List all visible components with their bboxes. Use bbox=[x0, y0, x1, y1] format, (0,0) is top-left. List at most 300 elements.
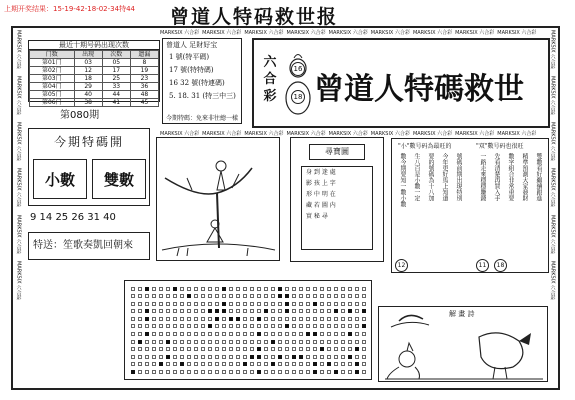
grid-cell bbox=[264, 324, 268, 328]
grid-cell bbox=[285, 340, 289, 344]
grid-cell bbox=[313, 370, 317, 374]
grid-cell bbox=[257, 340, 261, 344]
gourd-icon bbox=[284, 48, 312, 122]
grid-cell bbox=[285, 302, 289, 306]
grid-cell bbox=[271, 362, 275, 366]
grid-cell bbox=[362, 317, 366, 321]
grid-cell bbox=[194, 370, 198, 374]
grid-cell bbox=[313, 287, 317, 291]
grid-cell bbox=[271, 317, 275, 321]
grid-cell bbox=[173, 340, 177, 344]
grid-cell bbox=[264, 317, 268, 321]
grid-cell bbox=[229, 317, 233, 321]
number-grid bbox=[124, 280, 372, 380]
grid-cell bbox=[138, 355, 142, 359]
grid-cell bbox=[362, 302, 366, 306]
grid-cell bbox=[152, 287, 156, 291]
grid-cell bbox=[306, 332, 310, 336]
grid-cell bbox=[341, 309, 345, 313]
grid-cell bbox=[278, 287, 282, 291]
grid-cell bbox=[348, 332, 352, 336]
grid-cell bbox=[201, 317, 205, 321]
list-item: 16 32 號(特連碼) bbox=[169, 79, 225, 87]
headline-text: 曾道人特碼救世 bbox=[314, 72, 524, 107]
grid-cell bbox=[187, 324, 191, 328]
grid-cell bbox=[348, 340, 352, 344]
grid-cell bbox=[320, 317, 324, 321]
grid-cell bbox=[250, 302, 254, 306]
grid-cell bbox=[341, 370, 345, 374]
grid-cell bbox=[229, 332, 233, 336]
treasure-map-box bbox=[290, 137, 384, 262]
grid-cell bbox=[194, 332, 198, 336]
grid-cell bbox=[194, 355, 198, 359]
issue-number: 第080期 bbox=[60, 110, 100, 121]
grid-cell bbox=[355, 347, 359, 351]
special-code-title: 今期特碼開 bbox=[53, 135, 124, 149]
grid-cell bbox=[173, 370, 177, 374]
grid-cell bbox=[341, 324, 345, 328]
grid-cell bbox=[264, 347, 268, 351]
grid-cell bbox=[208, 370, 212, 374]
grid-cell bbox=[194, 340, 198, 344]
grid-cell bbox=[201, 355, 205, 359]
prediction-text-box bbox=[391, 138, 549, 273]
grid-cell bbox=[327, 340, 331, 344]
grid-cell bbox=[187, 370, 191, 374]
grid-cell bbox=[243, 294, 247, 298]
grid-cell bbox=[334, 324, 338, 328]
grid-cell bbox=[320, 294, 324, 298]
grid-cell bbox=[292, 340, 296, 344]
grid-cell bbox=[278, 370, 282, 374]
grid-cell bbox=[131, 294, 135, 298]
table-row: 第04门 29 33 36 bbox=[30, 83, 159, 91]
grid-cell bbox=[313, 302, 317, 306]
grid-cell bbox=[327, 302, 331, 306]
grid-cell bbox=[208, 355, 212, 359]
grid-cell bbox=[327, 294, 331, 298]
grid-cell bbox=[355, 317, 359, 321]
grid-cell bbox=[173, 294, 177, 298]
grid-cell bbox=[152, 309, 156, 313]
grid-cell bbox=[285, 309, 289, 313]
grid-cell bbox=[173, 309, 177, 313]
grid-cell bbox=[159, 294, 163, 298]
grid-cell bbox=[320, 324, 324, 328]
grid-cell bbox=[173, 317, 177, 321]
grid-cell bbox=[299, 370, 303, 374]
grid-cell bbox=[173, 287, 177, 291]
grid-cell bbox=[292, 370, 296, 374]
grid-cell bbox=[278, 355, 282, 359]
table-row: 第05门 40 44 48 bbox=[30, 91, 159, 99]
grid-cell bbox=[278, 302, 282, 306]
number-list: 9 14 25 26 31 40 bbox=[30, 212, 116, 223]
grid-cell bbox=[334, 362, 338, 366]
grid-cell bbox=[208, 294, 212, 298]
grid-cell bbox=[145, 287, 149, 291]
number-ball: 11 bbox=[476, 259, 489, 272]
grid-cell bbox=[355, 340, 359, 344]
grid-cell bbox=[327, 324, 331, 328]
grid-cell bbox=[145, 309, 149, 313]
grid-cell bbox=[187, 347, 191, 351]
grid-cell bbox=[348, 347, 352, 351]
grid-cell bbox=[334, 317, 338, 321]
grid-cell bbox=[327, 287, 331, 291]
grid-cell bbox=[187, 332, 191, 336]
grid-cell bbox=[222, 332, 226, 336]
grid-cell bbox=[348, 355, 352, 359]
text-column: 數今期要知一數小數 bbox=[399, 153, 406, 207]
text-column: 精準預測大家發財 bbox=[521, 153, 528, 201]
grid-cell bbox=[194, 362, 198, 366]
grid-cell bbox=[299, 302, 303, 306]
grid-cell bbox=[215, 362, 219, 366]
text-column: 要的號碼為十八加 bbox=[427, 153, 434, 201]
grid-cell bbox=[145, 302, 149, 306]
grid-cell bbox=[348, 302, 352, 306]
grid-cell bbox=[166, 340, 170, 344]
grid-cell bbox=[145, 362, 149, 366]
grid-cell bbox=[180, 302, 184, 306]
sub-heading-double: "双"數号码也很旺 bbox=[476, 143, 524, 150]
grid-cell bbox=[334, 332, 338, 336]
grid-cell bbox=[271, 309, 275, 313]
grid-cell bbox=[285, 332, 289, 336]
illustration-panel bbox=[156, 137, 280, 261]
grid-cell bbox=[313, 324, 317, 328]
grid-cell bbox=[131, 317, 135, 321]
grid-cell bbox=[138, 302, 142, 306]
grid-cell bbox=[145, 355, 149, 359]
grid-cell bbox=[229, 309, 233, 313]
grid-cell bbox=[152, 355, 156, 359]
grid-cell bbox=[334, 287, 338, 291]
text-column: 雙數看好繼續跟進 bbox=[535, 153, 542, 201]
grid-cell bbox=[180, 340, 184, 344]
grid-cell bbox=[222, 317, 226, 321]
grid-cell bbox=[292, 347, 296, 351]
grid-cell bbox=[306, 309, 310, 313]
cartoon-panel bbox=[378, 306, 548, 382]
grid-cell bbox=[299, 355, 303, 359]
grid-cell bbox=[173, 324, 177, 328]
grid-cell bbox=[201, 302, 205, 306]
grid-cell bbox=[299, 347, 303, 351]
list-item: 藏 若 圖 内 bbox=[306, 202, 336, 209]
grid-cell bbox=[222, 302, 226, 306]
table-row: 第03门 18 25 23 bbox=[30, 75, 159, 83]
grid-cell bbox=[285, 370, 289, 374]
grid-cell bbox=[236, 355, 240, 359]
grid-cell bbox=[222, 294, 226, 298]
grid-cell bbox=[208, 287, 212, 291]
grid-cell bbox=[306, 287, 310, 291]
grid-cell bbox=[257, 309, 261, 313]
list-item: 5. 18. 31 (特三中三) bbox=[169, 92, 236, 100]
grid-cell bbox=[229, 362, 233, 366]
grid-cell bbox=[215, 332, 219, 336]
grid-cell bbox=[292, 324, 296, 328]
grid-cell bbox=[229, 355, 233, 359]
hot-table bbox=[29, 50, 159, 107]
option-double: 雙數 bbox=[92, 159, 146, 199]
grid-cell bbox=[222, 362, 226, 366]
cartoon-title: 解 畫 詩 bbox=[449, 310, 475, 318]
grid-cell bbox=[215, 355, 219, 359]
grid-cell bbox=[166, 362, 170, 366]
grid-cell bbox=[166, 309, 170, 313]
grid-cell bbox=[187, 340, 191, 344]
grid-cell bbox=[201, 340, 205, 344]
grid-cell bbox=[159, 287, 163, 291]
treasure-code-footer: 今期特碼：免來非往總一樣 bbox=[166, 115, 239, 122]
grid-cell bbox=[138, 347, 142, 351]
grid-cell bbox=[278, 324, 282, 328]
grid-cell bbox=[355, 324, 359, 328]
grid-cell bbox=[320, 302, 324, 306]
grid-cell bbox=[285, 294, 289, 298]
grid-cell bbox=[131, 287, 135, 291]
grid-cell bbox=[187, 309, 191, 313]
grid-cell bbox=[166, 332, 170, 336]
grid-cell bbox=[131, 362, 135, 366]
grid-cell bbox=[159, 355, 163, 359]
grid-cell bbox=[257, 287, 261, 291]
grid-cell bbox=[194, 294, 198, 298]
grid-cell bbox=[285, 347, 289, 351]
list-item: 影 孩 上 字 bbox=[306, 180, 336, 187]
grid-cell bbox=[264, 332, 268, 336]
hot-table-title: 最近十期号码出现次数 bbox=[29, 41, 159, 50]
grid-cell bbox=[341, 332, 345, 336]
grid-cell bbox=[131, 340, 135, 344]
grid-cell bbox=[145, 370, 149, 374]
grid-cell bbox=[320, 370, 324, 374]
lottery-label: 六合彩 bbox=[263, 55, 277, 104]
grid-cell bbox=[229, 294, 233, 298]
table-row: 第01门 03 05 8 bbox=[30, 59, 159, 67]
grid-cell bbox=[131, 324, 135, 328]
grid-cell bbox=[355, 309, 359, 313]
grid-cell bbox=[348, 362, 352, 366]
grid-cell bbox=[222, 370, 226, 374]
grid-cell bbox=[327, 355, 331, 359]
grid-cell bbox=[257, 317, 261, 321]
grid-cell bbox=[152, 332, 156, 336]
grid-cell bbox=[327, 309, 331, 313]
grid-cell bbox=[341, 362, 345, 366]
grid-cell bbox=[236, 370, 240, 374]
grid-cell bbox=[166, 355, 170, 359]
grid-cell bbox=[145, 340, 149, 344]
grid-cell bbox=[236, 302, 240, 306]
text-column: 一路走來穩穩賺錢 bbox=[479, 153, 486, 201]
grid-cell bbox=[362, 355, 366, 359]
grid-cell bbox=[306, 347, 310, 351]
grid-cell bbox=[264, 309, 268, 313]
grid-cell bbox=[348, 287, 352, 291]
grid-cell bbox=[215, 287, 219, 291]
grid-cell bbox=[334, 370, 338, 374]
treasure-map-title: 尋寶圖 bbox=[309, 144, 365, 160]
grid-cell bbox=[145, 294, 149, 298]
grid-cell bbox=[187, 287, 191, 291]
grid-cell bbox=[166, 370, 170, 374]
grid-cell bbox=[250, 362, 254, 366]
grid-cell bbox=[187, 362, 191, 366]
grid-cell bbox=[131, 347, 135, 351]
grid-cell bbox=[152, 370, 156, 374]
grid-cell bbox=[138, 370, 142, 374]
grid-cell bbox=[222, 347, 226, 351]
mid-strip: MARKSIX 六合彩 MARKSIX 六合彩 MARKSIX 六合彩 MARKSIX 六合彩 MARKSIX 六合彩 MARKSIX 六合彩 MARKSIX 六合彩 MARKSIX 六合彩 MARKSIX 六合彩 bbox=[160, 131, 537, 137]
grid-cell bbox=[222, 309, 226, 313]
grid-cell bbox=[341, 340, 345, 344]
special-code-box bbox=[28, 128, 150, 206]
grid-cell bbox=[194, 317, 198, 321]
table-header-row: 门数 出现 次数 遗漏 bbox=[30, 51, 159, 59]
grid-cell bbox=[355, 370, 359, 374]
grid-cell bbox=[292, 294, 296, 298]
grid-cell bbox=[299, 324, 303, 328]
grid-cell bbox=[173, 332, 177, 336]
grid-cell bbox=[320, 340, 324, 344]
grid-cell bbox=[131, 302, 135, 306]
grid-cell bbox=[138, 362, 142, 366]
grid-cell bbox=[243, 340, 247, 344]
grid-cell bbox=[229, 340, 233, 344]
tree-figure-illustration bbox=[157, 138, 279, 260]
grid-cell bbox=[313, 347, 317, 351]
grid-cell bbox=[306, 302, 310, 306]
grid-cell bbox=[208, 324, 212, 328]
grid-cell bbox=[327, 332, 331, 336]
grid-cell bbox=[138, 340, 142, 344]
grid-cell bbox=[334, 340, 338, 344]
grid-cell bbox=[159, 332, 163, 336]
grid-cell bbox=[320, 287, 324, 291]
grid-cell bbox=[334, 355, 338, 359]
grid-cell bbox=[180, 317, 184, 321]
grid-cell bbox=[208, 309, 212, 313]
grid-cell bbox=[250, 355, 254, 359]
grid-cell bbox=[362, 309, 366, 313]
grid-cell bbox=[320, 309, 324, 313]
grid-cell bbox=[257, 294, 261, 298]
grid-cell bbox=[264, 287, 268, 291]
grid-cell bbox=[173, 362, 177, 366]
grid-cell bbox=[131, 332, 135, 336]
dot-grid bbox=[129, 285, 367, 376]
grid-cell bbox=[355, 355, 359, 359]
grid-cell bbox=[271, 302, 275, 306]
grid-cell bbox=[236, 317, 240, 321]
grid-cell bbox=[166, 287, 170, 291]
grid-cell bbox=[313, 309, 317, 313]
grid-cell bbox=[278, 317, 282, 321]
grid-cell bbox=[355, 302, 359, 306]
grid-cell bbox=[362, 324, 366, 328]
grid-cell bbox=[166, 317, 170, 321]
grid-cell bbox=[180, 294, 184, 298]
grid-cell bbox=[159, 302, 163, 306]
grid-cell bbox=[222, 340, 226, 344]
grid-cell bbox=[138, 332, 142, 336]
grid-cell bbox=[250, 332, 254, 336]
number-ball: 18 bbox=[291, 90, 305, 104]
grid-cell bbox=[215, 340, 219, 344]
grid-cell bbox=[215, 294, 219, 298]
text-column: 生八百是小數一定 bbox=[413, 153, 420, 201]
grid-cell bbox=[243, 362, 247, 366]
grid-cell bbox=[201, 370, 205, 374]
grid-cell bbox=[166, 324, 170, 328]
grid-cell bbox=[334, 302, 338, 306]
grid-cell bbox=[320, 347, 324, 351]
grid-cell bbox=[285, 355, 289, 359]
grid-cell bbox=[159, 340, 163, 344]
grid-cell bbox=[278, 309, 282, 313]
grid-cell bbox=[243, 287, 247, 291]
grid-cell bbox=[201, 294, 205, 298]
grid-cell bbox=[362, 362, 366, 366]
grid-cell bbox=[131, 309, 135, 313]
grid-cell bbox=[236, 362, 240, 366]
right-strip: MARKSIX 六合彩 MARKSIX 六合彩 MARKSIX 六合彩 MARKSIX 六合彩 MARKSIX 六合彩 MARKSIX 六合彩 bbox=[549, 30, 556, 300]
text-column: 號碼前期出現特別 bbox=[455, 153, 462, 201]
option-small: 小數 bbox=[33, 159, 87, 199]
grid-cell bbox=[201, 332, 205, 336]
grid-cell bbox=[250, 294, 254, 298]
grid-cell bbox=[215, 324, 219, 328]
grid-cell bbox=[243, 355, 247, 359]
grid-cell bbox=[159, 324, 163, 328]
grid-cell bbox=[313, 362, 317, 366]
number-ball: 12 bbox=[395, 259, 408, 272]
grid-cell bbox=[306, 362, 310, 366]
grid-cell bbox=[145, 317, 149, 321]
banner-title: 曾道人特码救世报 bbox=[170, 6, 339, 28]
grid-cell bbox=[236, 340, 240, 344]
grid-cell bbox=[299, 332, 303, 336]
grid-cell bbox=[201, 309, 205, 313]
grid-cell bbox=[152, 317, 156, 321]
grid-cell bbox=[271, 287, 275, 291]
grid-cell bbox=[208, 332, 212, 336]
grid-cell bbox=[348, 317, 352, 321]
text-column: 先看清楚再買入手 bbox=[493, 153, 500, 201]
grid-cell bbox=[236, 332, 240, 336]
grid-cell bbox=[201, 362, 205, 366]
grid-cell bbox=[299, 309, 303, 313]
grid-cell bbox=[327, 362, 331, 366]
grid-cell bbox=[250, 309, 254, 313]
grid-cell bbox=[145, 332, 149, 336]
grid-cell bbox=[334, 309, 338, 313]
grid-cell bbox=[327, 347, 331, 351]
grid-cell bbox=[131, 355, 135, 359]
grid-cell bbox=[215, 370, 219, 374]
grid-cell bbox=[292, 309, 296, 313]
grid-cell bbox=[180, 362, 184, 366]
grid-cell bbox=[208, 302, 212, 306]
text-column: 數字組合非常重要 bbox=[507, 153, 514, 201]
grid-cell bbox=[215, 317, 219, 321]
grid-cell bbox=[229, 370, 233, 374]
